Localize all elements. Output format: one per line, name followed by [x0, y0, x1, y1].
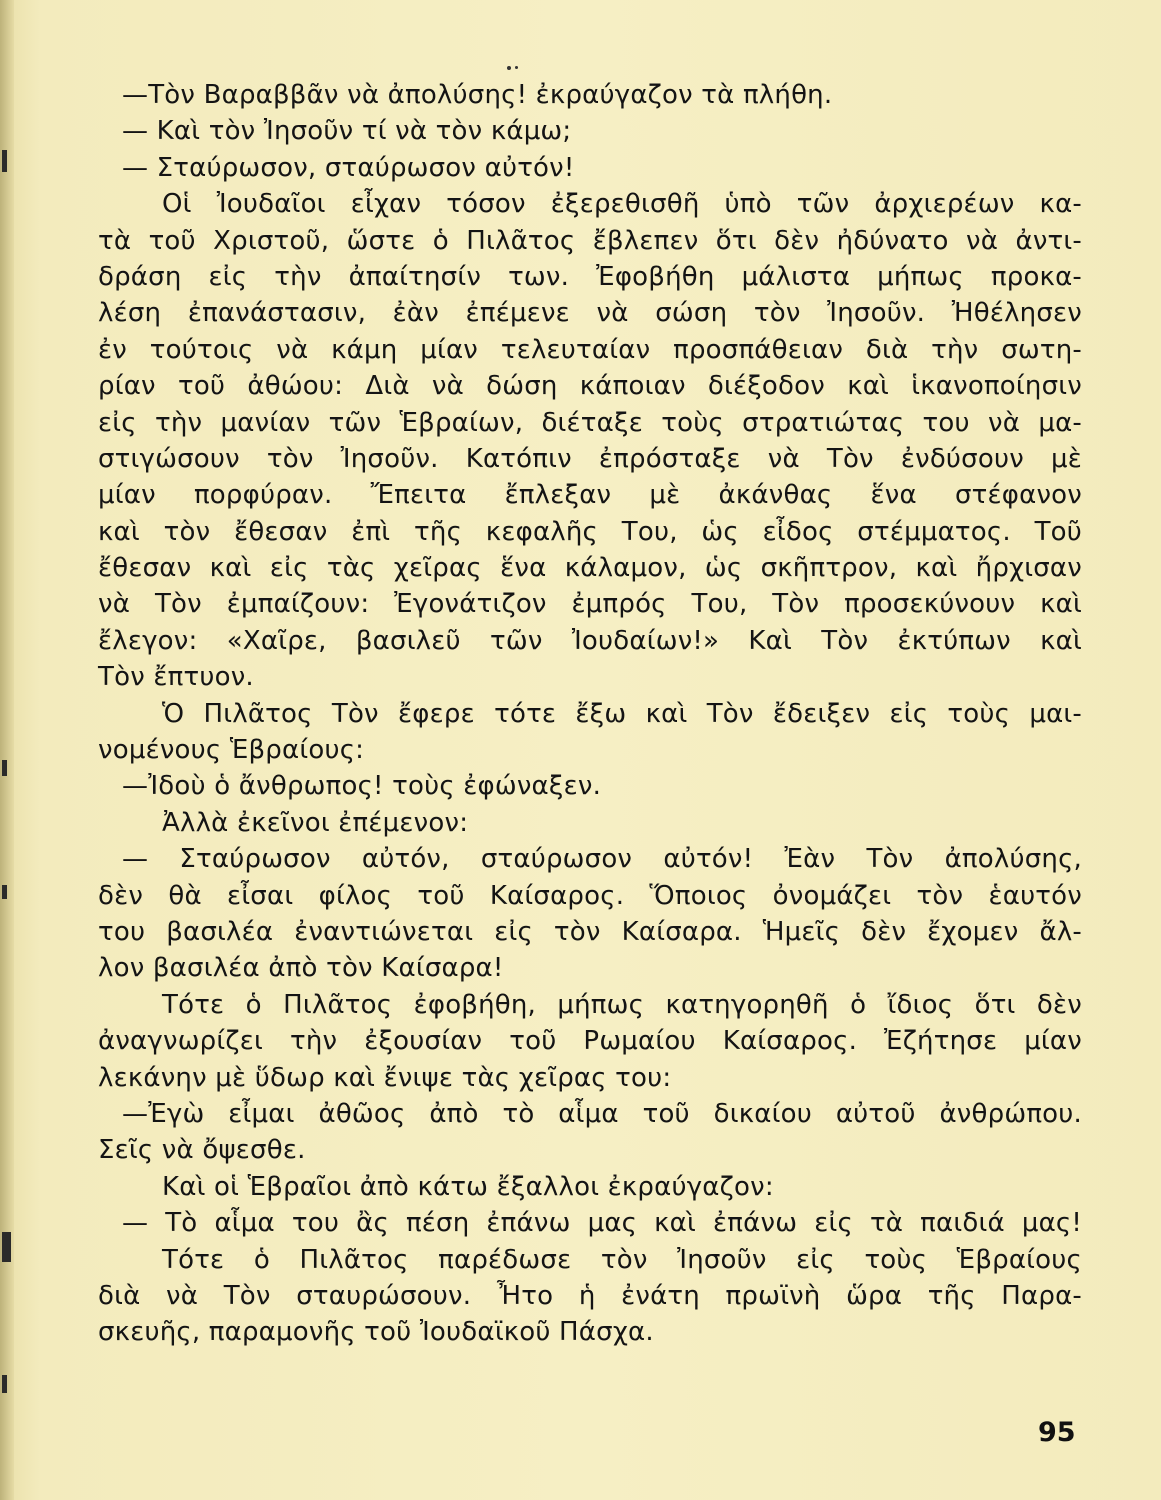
ink-speck — [507, 66, 511, 70]
text-line: — Τὸ αἷμα του ἂς πέση ἐπάνω μας καὶ ἐπάνω εἰς τὰ παιδιά μας! — [122, 1208, 1082, 1239]
binding-mark — [2, 1232, 11, 1262]
text-line: — Σταύρωσον, σταύρωσον αὐτόν! — [122, 152, 575, 183]
text-line: λον βασιλέα ἀπὸ τὸν Καίσαρα! — [98, 953, 504, 984]
text-line: τὰ τοῦ Χριστοῦ, ὥστε ὁ Πιλᾶτος ἔβλεπεν ὅτι δὲν ἠδύνατο νὰ ἀντι- — [98, 225, 1082, 256]
text-line: ἔθεσαν καὶ εἰς τὰς χεῖρας ἕνα κάλαμον, ὡς σκῆπτρον, καὶ ἤρχισαν — [98, 553, 1082, 584]
text-line: του βασιλέα ἐναντιώνεται εἰς τὸν Καίσαρα. Ἡμεῖς δὲν ἔχομεν ἄλ- — [98, 916, 1082, 947]
body-text — [98, 77, 1082, 1351]
text-line: νὰ Τὸν ἐμπαίζουν: Ἐγονάτιζον ἐμπρός Του, Τὸν προσεκύνουν καὶ — [98, 589, 1082, 620]
text-line: ρίαν τοῦ ἀθώου: Διὰ νὰ δώση κάποιαν διέξοδον καὶ ἱκανοποίησιν — [98, 371, 1082, 402]
text-line: Καὶ οἱ Ἑβραῖοι ἀπὸ κάτω ἔξαλλοι ἐκραύγαζον: — [162, 1171, 774, 1202]
text-line: Οἱ Ἰουδαῖοι εἶχαν τόσον ἐξερεθισθῆ ὑπὸ τῶν ἀρχιερέων κα- — [162, 189, 1082, 220]
text-line: —Ἐγὼ εἶμαι ἀθῶος ἀπὸ τὸ αἷμα τοῦ δικαίου αὐτοῦ ἀνθρώπου. — [122, 1098, 1082, 1129]
text-line: — Σταύρωσον αὐτόν, σταύρωσον αὐτόν! Ἐὰν Τὸν ἀπολύσης, — [122, 844, 1082, 875]
text-line: σκευῆς, παραμονῆς τοῦ Ἰουδαϊκοῦ Πάσχα. — [98, 1317, 654, 1348]
text-line: Τότε ὁ Πιλᾶτος παρέδωσε τὸν Ἰησοῦν εἰς τοὺς Ἑβραίους — [162, 1244, 1082, 1275]
page-number: 95 — [1038, 1417, 1076, 1448]
text-line: Σεῖς νὰ ὄψεσθε. — [98, 1135, 306, 1166]
text-line: καὶ τὸν ἔθεσαν ἐπὶ τῆς κεφαλῆς Του, ὡς εἶδος στέμματος. Τοῦ — [98, 516, 1082, 547]
text-line: —Τὸν Βαραββᾶν νὰ ἀπολύσης! ἐκραύγαζον τὰ πλήθη. — [122, 80, 833, 110]
binding-mark — [2, 150, 7, 172]
text-line: Ἀλλὰ ἐκεῖνοι ἐπέμενον: — [162, 807, 469, 838]
text-line: λέση ἐπανάστασιν, ἐὰν ἐπέμενε νὰ σώση τὸν Ἰησοῦν. Ἠθέλησεν — [98, 298, 1082, 329]
text-line: μίαν πορφύραν. Ἔπειτα ἔπλεξαν μὲ ἀκάνθας ἕνα στέφανον — [98, 480, 1082, 511]
text-line: εἰς τὴν μανίαν τῶν Ἑβραίων, διέταξε τοὺς στρατιώτας του νὰ μα- — [98, 407, 1082, 438]
text-line: —Ἰδοὺ ὁ ἄνθρωπος! τοὺς ἐφώναξεν. — [122, 771, 602, 802]
text-line: ἀναγνωρίζει τὴν ἐξουσίαν τοῦ Ρωμαίου Καίσαρος. Ἐζήτησε μίαν — [98, 1026, 1082, 1057]
text-line: στιγώσουν τὸν Ἰησοῦν. Κατόπιν ἐπρόσταξε νὰ Τὸν ἐνδύσουν μὲ — [98, 443, 1082, 474]
page-spine-edge — [0, 0, 14, 1500]
text-line: ἔλεγον: «Χαῖρε, βασιλεῦ τῶν Ἰουδαίων!» Καὶ Τὸν ἐκτύπων καὶ — [98, 625, 1082, 656]
text-line: διὰ νὰ Τὸν σταυρώσουν. Ἦτο ἡ ἐνάτη πρωϊνὴ ὥρα τῆς Παρα- — [98, 1280, 1082, 1311]
binding-mark — [2, 1375, 7, 1393]
text-line: δράση εἰς τὴν ἀπαίτησίν των. Ἐφοβήθη μάλιστα μήπως προκα- — [98, 261, 1082, 292]
ink-speck — [515, 66, 518, 69]
binding-mark — [2, 885, 7, 899]
text-line: νομένους Ἑβραίους: — [98, 735, 365, 766]
text-line: Τὸν ἔπτυον. — [98, 662, 254, 693]
binding-mark — [2, 760, 7, 776]
text-line: Ὁ Πιλᾶτος Τὸν ἔφερε τότε ἔξω καὶ Τὸν ἔδειξεν εἰς τοὺς μαι- — [162, 698, 1082, 729]
text-line: ἐν τούτοις νὰ κάμη μίαν τελευταίαν προσπάθειαν διὰ τὴν σωτη- — [98, 334, 1082, 365]
text-line: δὲν θὰ εἶσαι φίλος τοῦ Καίσαρος. Ὅποιος ὀνομάζει τὸν ἑαυτόν — [98, 880, 1082, 911]
text-line: Τότε ὁ Πιλᾶτος ἐφοβήθη, μήπως κατηγορηθῆ ὁ ἴδιος ὅτι δὲν — [162, 989, 1082, 1020]
text-line: — Καὶ τὸν Ἰησοῦν τί νὰ τὸν κάμω; — [122, 116, 572, 147]
text-line: λεκάνην μὲ ὕδωρ καὶ ἔνιψε τὰς χεῖρας του: — [98, 1062, 672, 1093]
